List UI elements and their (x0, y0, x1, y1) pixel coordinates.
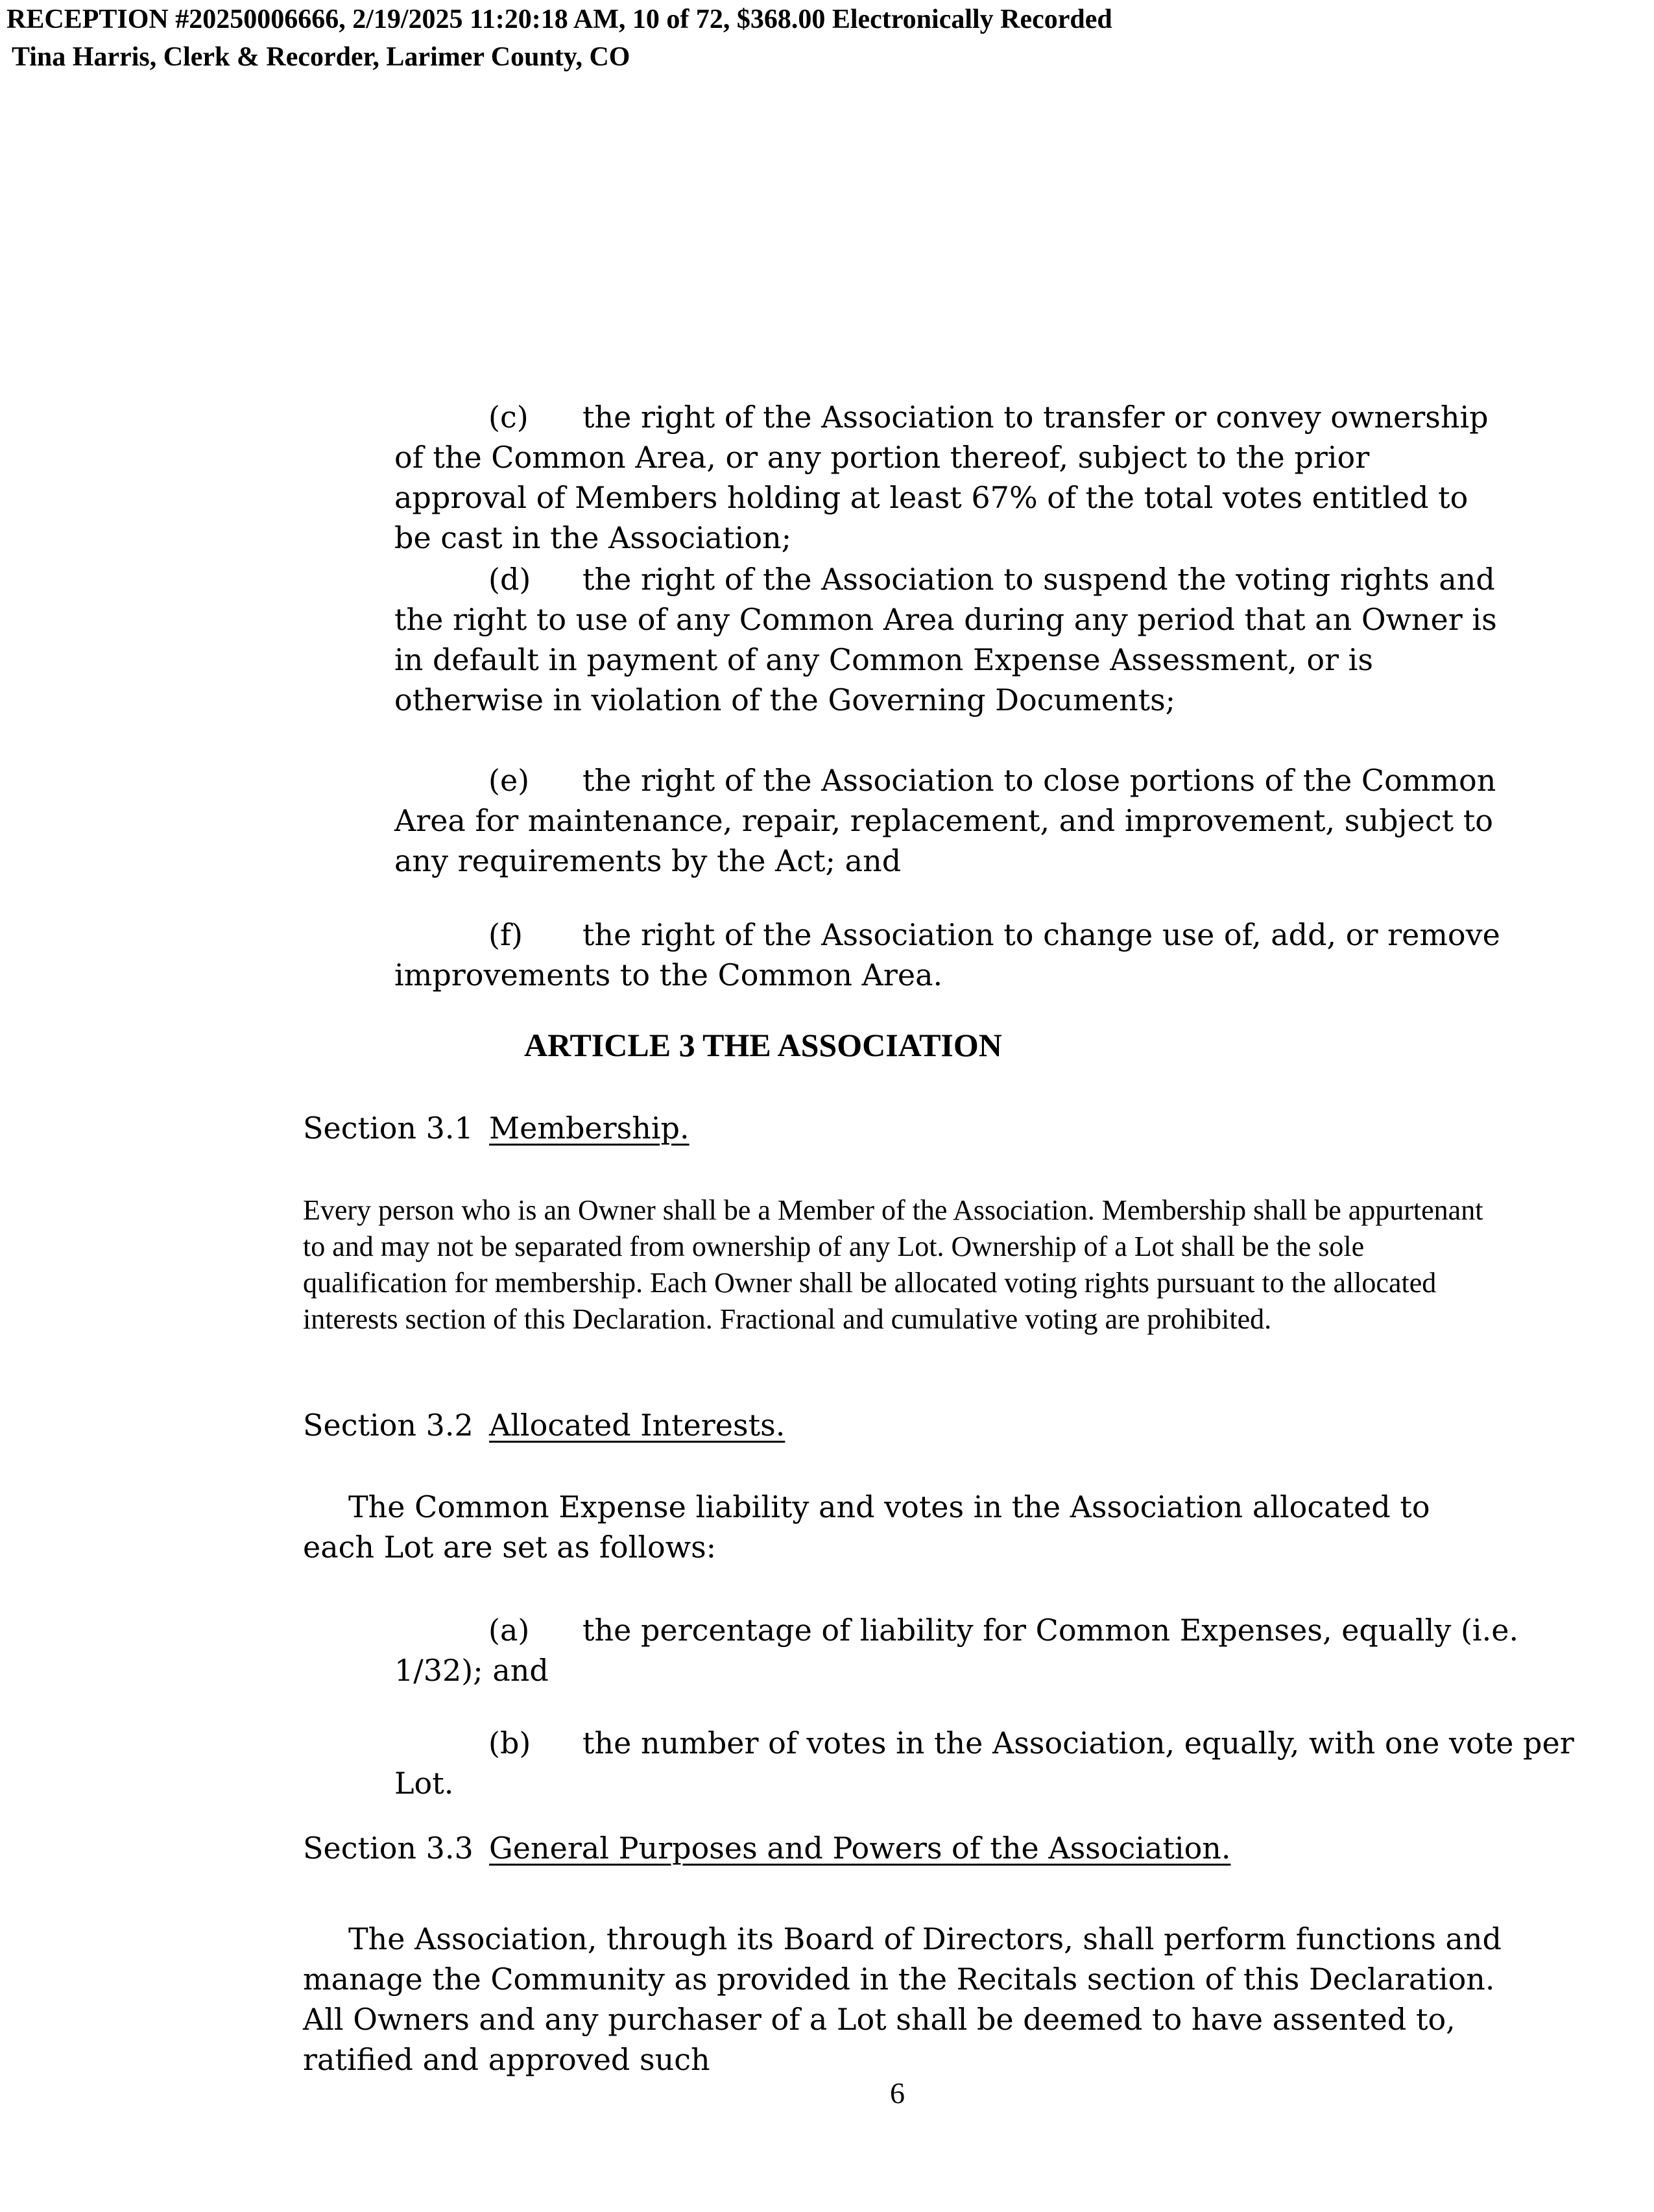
list-item-label: (b) (488, 1725, 531, 1761)
section-number: Section 3.1 (303, 1111, 473, 1146)
section-title-allocated-interests: Allocated Interests. (489, 1408, 785, 1443)
allocated-intro-paragraph: The Common Expense liability and votes in the Association allocated to each Lot are set as follows: (303, 1489, 1430, 1565)
section-number: Section 3.3 (303, 1831, 473, 1866)
list-item-text: the right of the Association to change use of, add, or remove improvements to the Common Area. (394, 917, 1500, 992)
list-item-text-cont: 1/32); and (394, 1653, 549, 1688)
section-number: Section 3.2 (303, 1408, 473, 1443)
list-item-text-cont: Lot. (394, 1766, 454, 1801)
list-item-text: the right of the Association to transfer or convey ownership of the Common Area, or any portion thereof, subject to the prior approval of Members holding at least 67% of the total votes entitled to be cast in the Association; (394, 400, 1489, 555)
reception-stamp: RECEPTION #20250006666, 2/19/2025 11:20:18 AM, 10 of 72, $368.00 Electronically Recorded (6, 5, 1112, 34)
section-title-membership: Membership. (489, 1111, 689, 1146)
list-item-label: (a) (488, 1613, 530, 1648)
article-heading: ARTICLE 3 THE ASSOCIATION (524, 1027, 1002, 1063)
list-item-text: the percentage of liability for Common Expenses, equally (i.e. (582, 1613, 1519, 1648)
list-item-label: (c) (488, 400, 529, 435)
clerk-recorder-line: Tina Harris, Clerk & Recorder, Larimer County, CO (12, 42, 630, 72)
list-item-label: (e) (488, 763, 530, 798)
list-item-text: the right of the Association to suspend the voting rights and the right to use of any Common Area during any period that an Owner is in default in payment of any Common Expense Assessment, or is otherwise in violation of the Governing Documents; (394, 562, 1497, 717)
list-item-label: (d) (488, 562, 531, 597)
section-title-general-purposes: General Purposes and Powers of the Association. (489, 1831, 1231, 1866)
membership-paragraph: Every person who is an Owner shall be a Member of the Association. Membership shall be appurtenant to and may not be separated from ownership of any Lot. Ownership of a Lot shall be the sole qualification for membership. Each Owner shall be allocated voting rights pursuant to the allocated interests section of this Declaration. Fractional and cumulative voting are prohibited. (303, 1194, 1483, 1335)
list-item-text: the right of the Association to close portions of the Common Area for maintenance, repair, replacement, and improvement, subject to any requirements by the Act; and (394, 763, 1496, 878)
page-number: 6 (890, 2076, 905, 2110)
purposes-paragraph: The Association, through its Board of Directors, shall perform functions and manage the Community as provided in the Recitals section of this Declaration. All Owners and any purchaser of a Lot shall be deemed to have assented to, ratified and approved such (303, 1921, 1502, 2077)
list-item-text: the number of votes in the Association, equally, with one vote per (582, 1725, 1574, 1761)
list-item-label: (f) (488, 917, 523, 952)
